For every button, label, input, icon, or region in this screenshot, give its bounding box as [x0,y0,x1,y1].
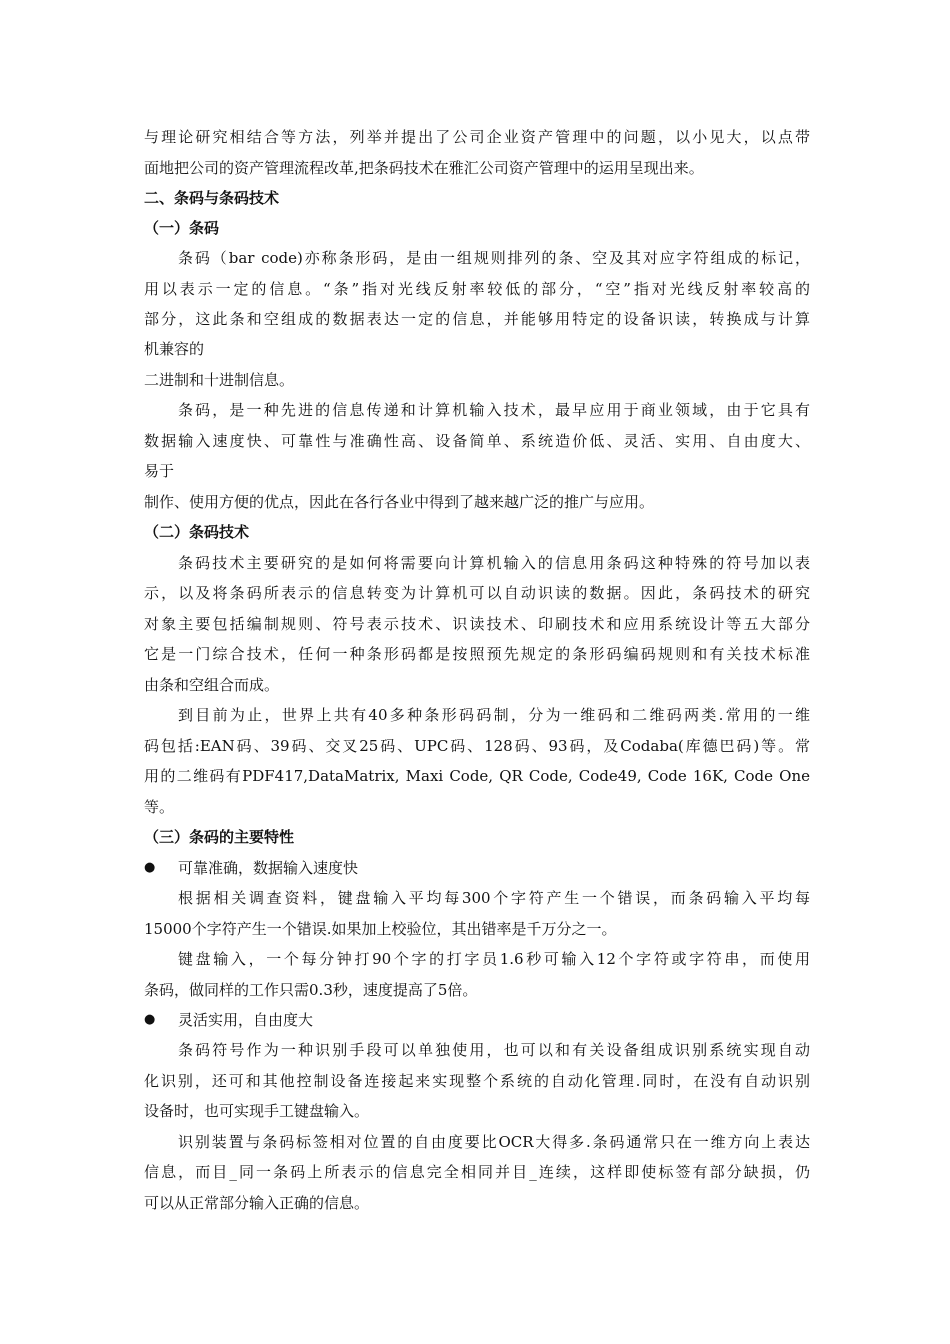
paragraph-line: 等。 [144,798,175,816]
paragraph-line: 面地把公司的资产管理流程改革,把条码技术在雅汇公司资产管理中的运用呈现出来。 [144,159,704,177]
bullet-dot-icon: ● [144,860,156,875]
paragraph-line: 条码（bar code)亦称条形码，是由一组规则排列的条、空及其对应字符组成的标记， [178,249,810,267]
paragraph-line: 设备时，也可实现手工键盘输入。 [144,1102,370,1120]
paragraph-line: 化识别，还可和其他控制设备连接起来实现整个系统的自动化管理.同时，在没有自动识别 [144,1072,810,1090]
paragraph-line: 根据相关调查资料，键盘输入平均每300个字符产生一个错误，而条码输入平均每 [178,889,810,907]
paragraph-line: 部分，这此条和空组成的数据表达一定的信息，并能够用特定的设备识读，转换成与计算 [144,310,810,328]
paragraph-line: 与理论研究相结合等方法，列举并提出了公司企业资产管理中的问题，以小见大，以点带 [144,128,810,146]
paragraph-line: 制作、使用方便的优点，因此在各行各业中得到了越来越广泛的推广与应用。 [144,493,655,511]
section-heading: （三）条码的主要特性 [144,828,295,846]
paragraph-line: 到目前为止，世界上共有40多种条形码码制，分为一维码和二维码两类.常用的一维 [178,706,810,724]
paragraph-line: 由条和空组合而成。 [144,676,280,694]
paragraph-line: 示，以及将条码所表示的信息转变为计算机可以自动识读的数据。因此，条码技术的研究 [144,584,810,602]
paragraph-line: 信息，而目_同一条码上所表示的信息完全相同并目_连续，这样即使标签有部分缺损，仍 [144,1163,810,1181]
paragraph-line: 码包括:EAN码、39码、交叉25码、UPC码、128码、93码，及Codaba(库德巴码)等。常 [144,737,810,755]
paragraph-line: 键盘输入，一个每分钟打90个字的打字员1.6秒可输入12个字符或字符串，而使用 [178,950,810,968]
paragraph-line: 可以从正常部分输入正确的信息。 [144,1194,370,1212]
paragraph-line: 条码符号作为一种识别手段可以单独使用，也可以和有关设备组成识别系统实现自动 [178,1041,810,1059]
paragraph-line: 对象主要包括编制规则、符号表示技术、识读技术、印刷技术和应用系统设计等五大部分 [144,615,810,633]
paragraph-line: 条码，做同样的工作只需0.3秒，速度提高了5倍。 [144,981,478,999]
section-heading: 二、条码与条码技术 [144,189,280,207]
paragraph-line: 机兼容的 [144,340,205,358]
paragraph-line: 易于 [144,462,175,480]
paragraph-line: 条码技术主要研究的是如何将需要向计算机输入的信息用条码这种特殊的符号加以表 [178,554,810,572]
paragraph-line: 15000个字符产生一个错误.如果加上校验位，其出错率是千万分之一。 [144,920,617,938]
section-heading: （二）条码技术 [144,523,250,541]
paragraph-line: 识别装置与条码标签相对位置的自由度要比OCR大得多.条码通常只在一维方向上表达 [178,1133,810,1151]
paragraph-line: 数据输入速度快、可靠性与准确性高、设备简单、系统造价低、灵活、实用、自由度大、 [144,432,810,450]
bullet-text: 灵活实用，自由度大 [178,1011,314,1029]
paragraph-line: 二进制和十进制信息。 [144,371,295,389]
section-heading: （一）条码 [144,219,220,237]
paragraph-line: 用以表示一定的信息。“条”指对光线反射率较低的部分，“空”指对光线反射率较高的 [144,280,810,298]
paragraph-line: 条码，是一种先进的信息传递和计算机输入技术，最早应用于商业领域，由于它具有 [178,401,810,419]
bullet-dot-icon: ● [144,1012,156,1027]
bullet-text: 可靠准确，数据输入速度快 [178,859,359,877]
paragraph-line: 它是一门综合技术，任何一种条形码都是按照预先规定的条形码编码规则和有关技术标准 [144,645,810,663]
paragraph-line: 用的二维码有PDF417,DataMatrix, Maxi Code, QR Code, Code49, Code 16K, Code One [144,767,810,785]
